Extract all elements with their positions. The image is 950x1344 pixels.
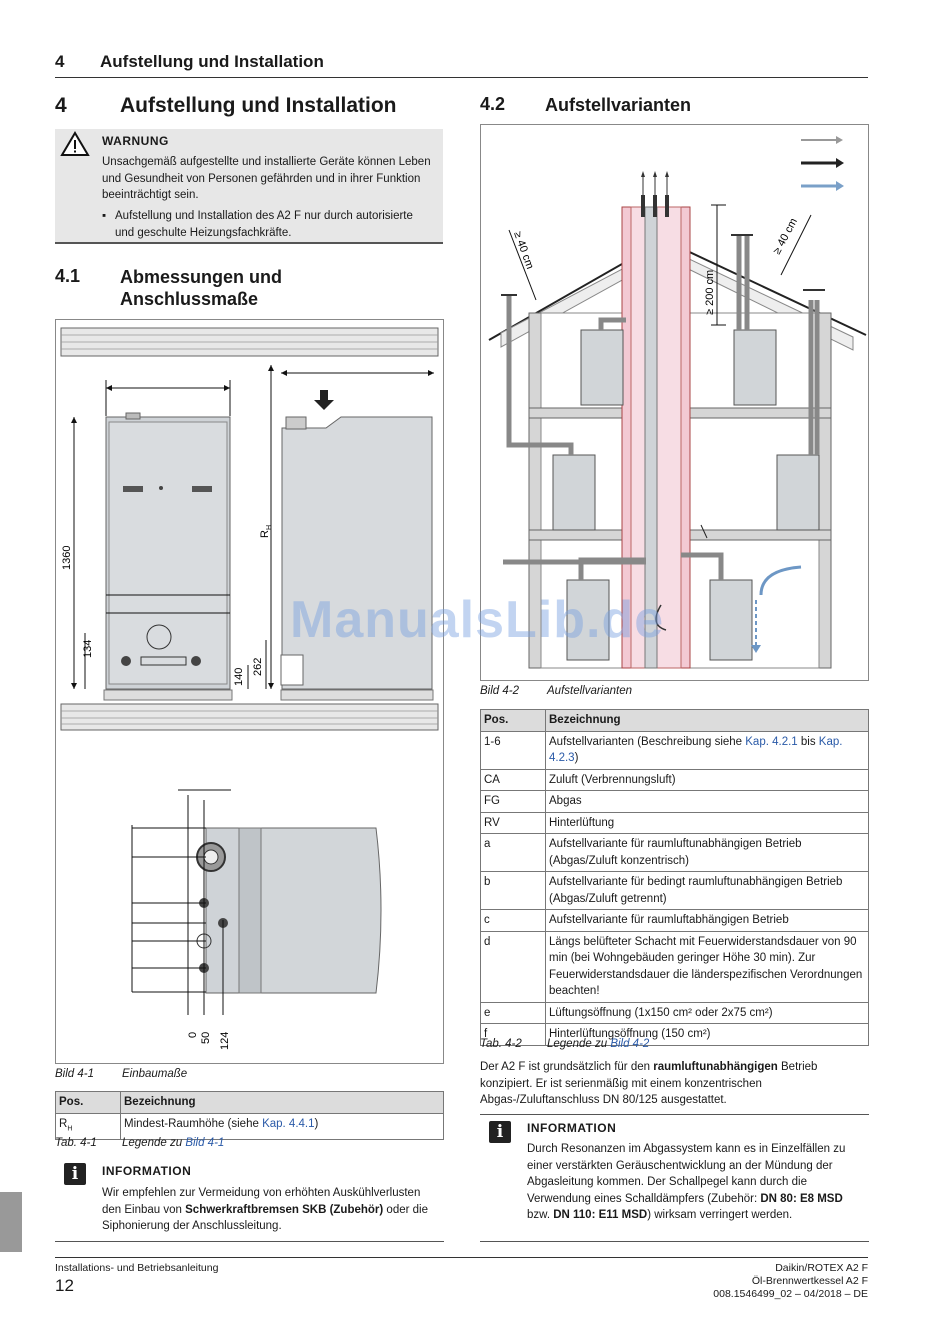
info-1-text: Wir empfehlen zur Vermeidung von erhöhten Auskühlverlusten den Einbau von Schwerkraftbremsen SKB (Zubehör) oder die Siphonierung der Anschlussleitung. bbox=[102, 1187, 428, 1232]
table-cell-pos: b bbox=[481, 872, 546, 910]
section-42-title: Aufstellvarianten bbox=[545, 95, 692, 115]
footer-divider bbox=[55, 1257, 868, 1258]
page-number: 12 bbox=[55, 1276, 74, 1295]
table-row bbox=[481, 931, 869, 1002]
header-divider bbox=[55, 77, 868, 78]
dim-0-label: 0 bbox=[187, 1031, 199, 1038]
warning-bullet-text: Aufstellung und Installation des A2 F nur durch autorisierte und geschulte Heizungsfachkräfte. bbox=[115, 210, 413, 239]
link-bild-41[interactable]: Bild 4-1 bbox=[185, 1137, 225, 1149]
table-row bbox=[481, 834, 869, 872]
link-kap-421[interactable]: Kap. 4.2.1 bbox=[745, 735, 798, 748]
dim-200cm-label: ≥ 200 cm bbox=[704, 269, 716, 315]
section-4-title: Aufstellung und Installation bbox=[120, 94, 397, 117]
dim-40cm-left-label: ≥ 40 cm bbox=[511, 229, 536, 271]
warning-text: Unsachgemäß aufgestellte und installierte Geräte können Leben und Gesundheit von Personen gefährden und in ihrer Funktion beeinträchtigt sein. bbox=[102, 156, 431, 201]
legend-table-42 bbox=[480, 709, 869, 1046]
info-2-divider bbox=[480, 1241, 869, 1242]
table-cell-desc: Hinterlüftungsöffnung (150 cm²) bbox=[546, 1024, 869, 1046]
table-row bbox=[481, 910, 869, 932]
table-row bbox=[481, 812, 869, 834]
table-cell-pos: c bbox=[481, 910, 546, 932]
dim-1360-label: 1360 bbox=[61, 545, 73, 570]
figure-42-caption-text: Aufstellvarianten bbox=[547, 685, 633, 697]
table-cell-desc: Hinterlüftung bbox=[546, 812, 869, 834]
section-41-number: 4.1 bbox=[55, 266, 81, 286]
figure-41-caption-text: Einbaumaße bbox=[122, 1068, 188, 1080]
header-chapter-title: Aufstellung und Installation bbox=[100, 52, 324, 71]
table-row bbox=[481, 731, 869, 769]
dim-50-label: 50 bbox=[200, 1031, 212, 1044]
footer-doc-number: 008.1546499_02 – 04/2018 – DE bbox=[713, 1288, 868, 1300]
link-kap-441[interactable]: Kap. 4.4.1 bbox=[262, 1117, 315, 1130]
footer-product: Daikin/ROTEX A2 F bbox=[775, 1262, 868, 1274]
section-4-number: 4 bbox=[55, 94, 67, 117]
info-icon: i bbox=[64, 1163, 86, 1185]
table-41-caption: Legende zu Bild 4-1 bbox=[122, 1137, 225, 1149]
dim-134-label: 134 bbox=[82, 639, 94, 658]
table-cell-desc: Abgas bbox=[546, 791, 869, 813]
info-2-title: INFORMATION bbox=[527, 1121, 617, 1135]
dim-rh-label: $R_H$ bbox=[259, 524, 273, 538]
table-cell-desc: Aufstellvariante für raumluftunabhängigen Betrieb (Abgas/Zuluft konzentrisch) bbox=[546, 834, 869, 872]
table-42-caption: Legende zu Bild 4-2 bbox=[547, 1038, 650, 1050]
table-row bbox=[481, 791, 869, 813]
table-41-caption-number: Tab. 4-1 bbox=[55, 1137, 97, 1149]
table-row bbox=[481, 769, 869, 791]
section-42-number: 4.2 bbox=[480, 94, 506, 114]
section-41-title-line1: Abmessungen und bbox=[120, 267, 283, 287]
table-cell-desc: Aufstellvariante für raumluftabhängigen Betrieb bbox=[546, 910, 869, 932]
footer-doc-title: Installations- und Betriebsanleitung bbox=[55, 1262, 219, 1274]
table-cell-desc: Lüftungsöffnung (1x150 cm² oder 2x75 cm²) bbox=[546, 1002, 869, 1024]
table-cell-pos: f bbox=[481, 1024, 546, 1046]
figure-41-caption-number: Bild 4-1 bbox=[55, 1068, 94, 1080]
info-1-divider bbox=[55, 1241, 444, 1242]
table-cell-desc: Aufstellvarianten (Beschreibung siehe Kap. 4.2.1 bis Kap. 4.2.3) bbox=[546, 731, 869, 769]
table-42-caption-number: Tab. 4-2 bbox=[480, 1038, 522, 1050]
table-row bbox=[481, 872, 869, 910]
intro-paragraph: Der A2 F ist grundsätzlich für den raumluftunabhängigen Betrieb konzipiert. Er ist serienmäßig mit einem konzentrischen Abgas-/Zuluftanschluss DN 80/125 ausgestattet. bbox=[480, 1061, 818, 1106]
table-42-header-pos: Pos. bbox=[481, 710, 546, 732]
table-cell-pos: 1-6 bbox=[481, 731, 546, 769]
table-cell-pos: RV bbox=[481, 812, 546, 834]
table-row bbox=[56, 1113, 444, 1140]
warning-bullet-marker: ▪ bbox=[102, 210, 107, 222]
footer-right bbox=[713, 1262, 868, 1301]
info-2-text: Durch Resonanzen im Abgassystem kann es in Einzelfällen zu einer verstärkten Geräuschentwicklung an der Mündung der Abgasleitung kommen. Der Schallpegel kann durch die Verwendung eines Schalldämpfers (Zubehör: DN 80: E8 MSD bzw. DN 110: E11 MSD) wirksam verringert werden. bbox=[527, 1143, 846, 1221]
warning-title: WARNUNG bbox=[102, 134, 169, 148]
info-icon: i bbox=[489, 1121, 511, 1143]
link-bild-42[interactable]: Bild 4-2 bbox=[610, 1038, 650, 1050]
dim-262-label: 262 bbox=[252, 657, 264, 676]
dim-124-label: 124 bbox=[219, 1031, 231, 1050]
dim-40cm-right-label: ≥ 40 cm bbox=[771, 216, 800, 257]
dimensions-drawing bbox=[56, 320, 443, 1063]
table-42-header-desc: Bezeichnung bbox=[546, 710, 869, 732]
dim-140-label: 140 bbox=[233, 667, 245, 686]
footer-product-type: Öl-Brennwertkessel A2 F bbox=[751, 1275, 868, 1287]
table-41-desc-cell: Mindest-Raumhöhe (siehe Kap. 4.4.1) bbox=[121, 1113, 444, 1140]
watermark: ManualsLib.de bbox=[290, 591, 665, 649]
table-41-pos-cell: $R_H$ bbox=[56, 1113, 121, 1140]
info-2-top-divider bbox=[480, 1114, 869, 1115]
warning-icon bbox=[60, 131, 90, 162]
figure-42-caption-number: Bild 4-2 bbox=[480, 685, 519, 697]
header-chapter-number: 4 bbox=[55, 52, 65, 71]
table-41-header-desc: Bezeichnung bbox=[121, 1092, 444, 1114]
table-cell-desc: Aufstellvariante für bedingt raumluftunabhängigen Betrieb (Abgas/Zuluft getrennt) bbox=[546, 872, 869, 910]
table-cell-pos: a bbox=[481, 834, 546, 872]
figure-dimensions bbox=[55, 319, 444, 1064]
table-row bbox=[481, 1024, 869, 1046]
chapter-side-tab bbox=[0, 1192, 22, 1252]
table-cell-desc: Zuluft (Verbrennungsluft) bbox=[546, 769, 869, 791]
info-1-title: INFORMATION bbox=[102, 1164, 192, 1178]
table-41-header-pos: Pos. bbox=[56, 1092, 121, 1114]
legend-table-41 bbox=[55, 1091, 444, 1140]
table-cell-pos: CA bbox=[481, 769, 546, 791]
table-cell-pos: e bbox=[481, 1002, 546, 1024]
section-41-title-line2: Anschlussmaße bbox=[120, 289, 259, 309]
link-kap-423[interactable]: Kap. 4.2.3 bbox=[549, 735, 843, 764]
table-cell-pos: FG bbox=[481, 791, 546, 813]
table-cell-desc: Längs belüfteter Schacht mit Feuerwiderstandsdauer von 90 min (bei Wohngebäuden geringer Höhe 30 min). Zur Feuerwiderstandsdauer die länderspezifischen Verordnungen beachten! bbox=[546, 931, 869, 1002]
table-cell-pos: d bbox=[481, 931, 546, 1002]
table-row bbox=[481, 1002, 869, 1024]
